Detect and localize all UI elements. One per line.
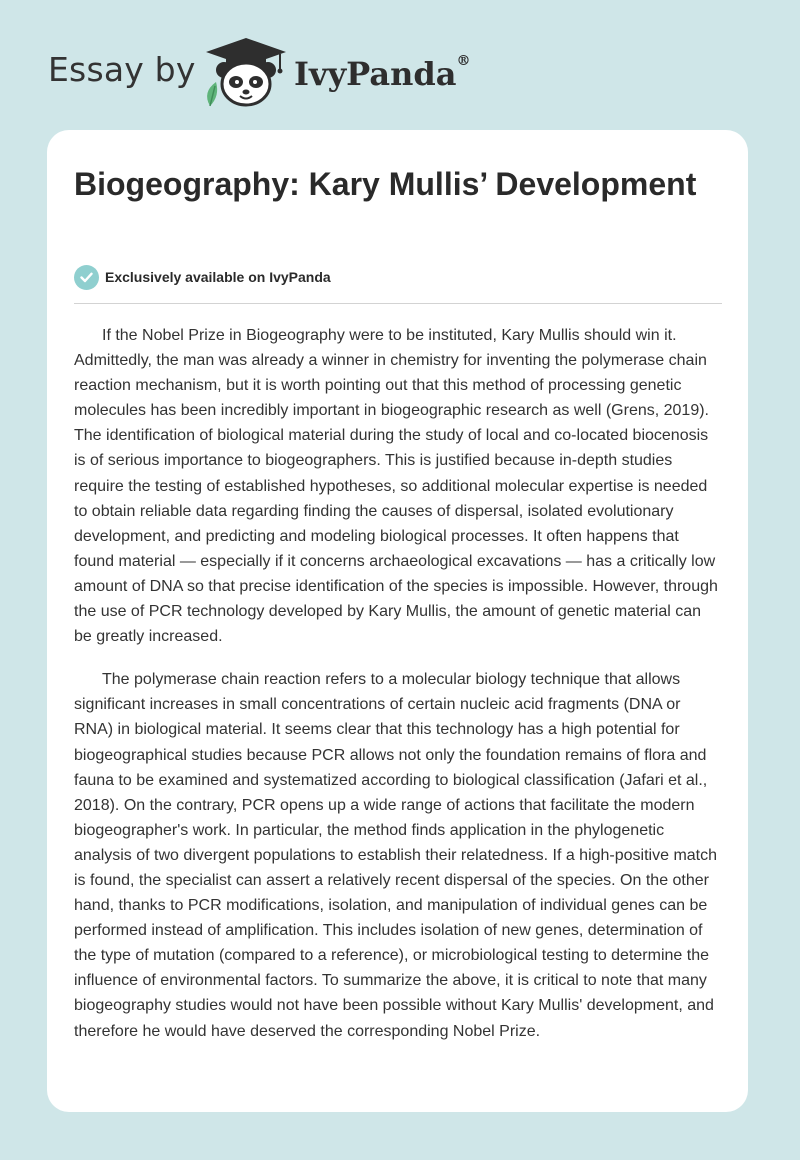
page-title: Biogeography: Kary Mullis’ Development <box>74 166 697 202</box>
exclusive-badge-label: Exclusively available on IvyPanda <box>105 269 331 285</box>
exclusive-badge <box>74 264 331 290</box>
essay-card <box>47 130 748 1112</box>
paragraph: If the Nobel Prize in Biogeography were to be instituted, Kary Mullis should win it. Admittedly, the man was already a winner in chemistry for inventing the polymerase chain reaction mechanism, but it is worth pointing out that this method of processing genetic molecules has been incredibly important in biogeographic research as well (Grens, 2019). The identification of biological material during the study of local and co-located biocenosis is of serious importance to biogeographers. This is justified because in-depth studies require the testing of established hypotheses, so additional molecular expertise is needed to obtain reliable data regarding finding the causes of dispersal, isolated evolutionary development, and predicting and modeling biological processes. It often happens that found material — especially if it concerns archaeological excavations — has a critically low amount of DNA so that precise identification of the species is impossible. However, through the use of PCR technology developed by Kary Mullis, the amount of genetic material can be greatly increased. <box>74 327 718 646</box>
paragraph: The polymerase chain reaction refers to a molecular biology technique that allows significant increases in small concentrations of certain nucleic acid fragments (DNA or RNA) in biological material. It seems clear that this technology has a high potential for biogeographical studies because PCR allows not only the foundation remains of flora and fauna to be examined and systematized according to biological classification (Jafari et al., 2018). On the contrary, PCR opens up a wide range of actions that facilitate the modern biogeographer's work. In particular, the method finds application in the phylogenetic analysis of two divergent populations to establish their relatedness. If a high-positive match is found, the specialist can assert a relatively recent dispersal of the species. On the other hand, thanks to PCR modifications, isolation, and manipulation of individual genes can be performed instead of amplification. This includes isolation of new genes, determination of the type of mutation (compared to a reference), or microbiological testing to determine the influence of environmental factors. To summarize the above, it is critical to note that many biogeography studies would not have been possible without Kary Mullis' development, and therefore he would have deserved the corresponding Nobel Prize. <box>74 671 718 1040</box>
panda-graduate-icon[interactable] <box>200 36 292 108</box>
essay-body <box>74 323 723 1062</box>
essay-by-label: Essay by <box>48 50 196 89</box>
brand-logo-text[interactable]: IvyPanda® <box>294 53 471 93</box>
check-icon <box>74 265 99 290</box>
site-header <box>0 0 800 130</box>
divider <box>74 303 722 304</box>
